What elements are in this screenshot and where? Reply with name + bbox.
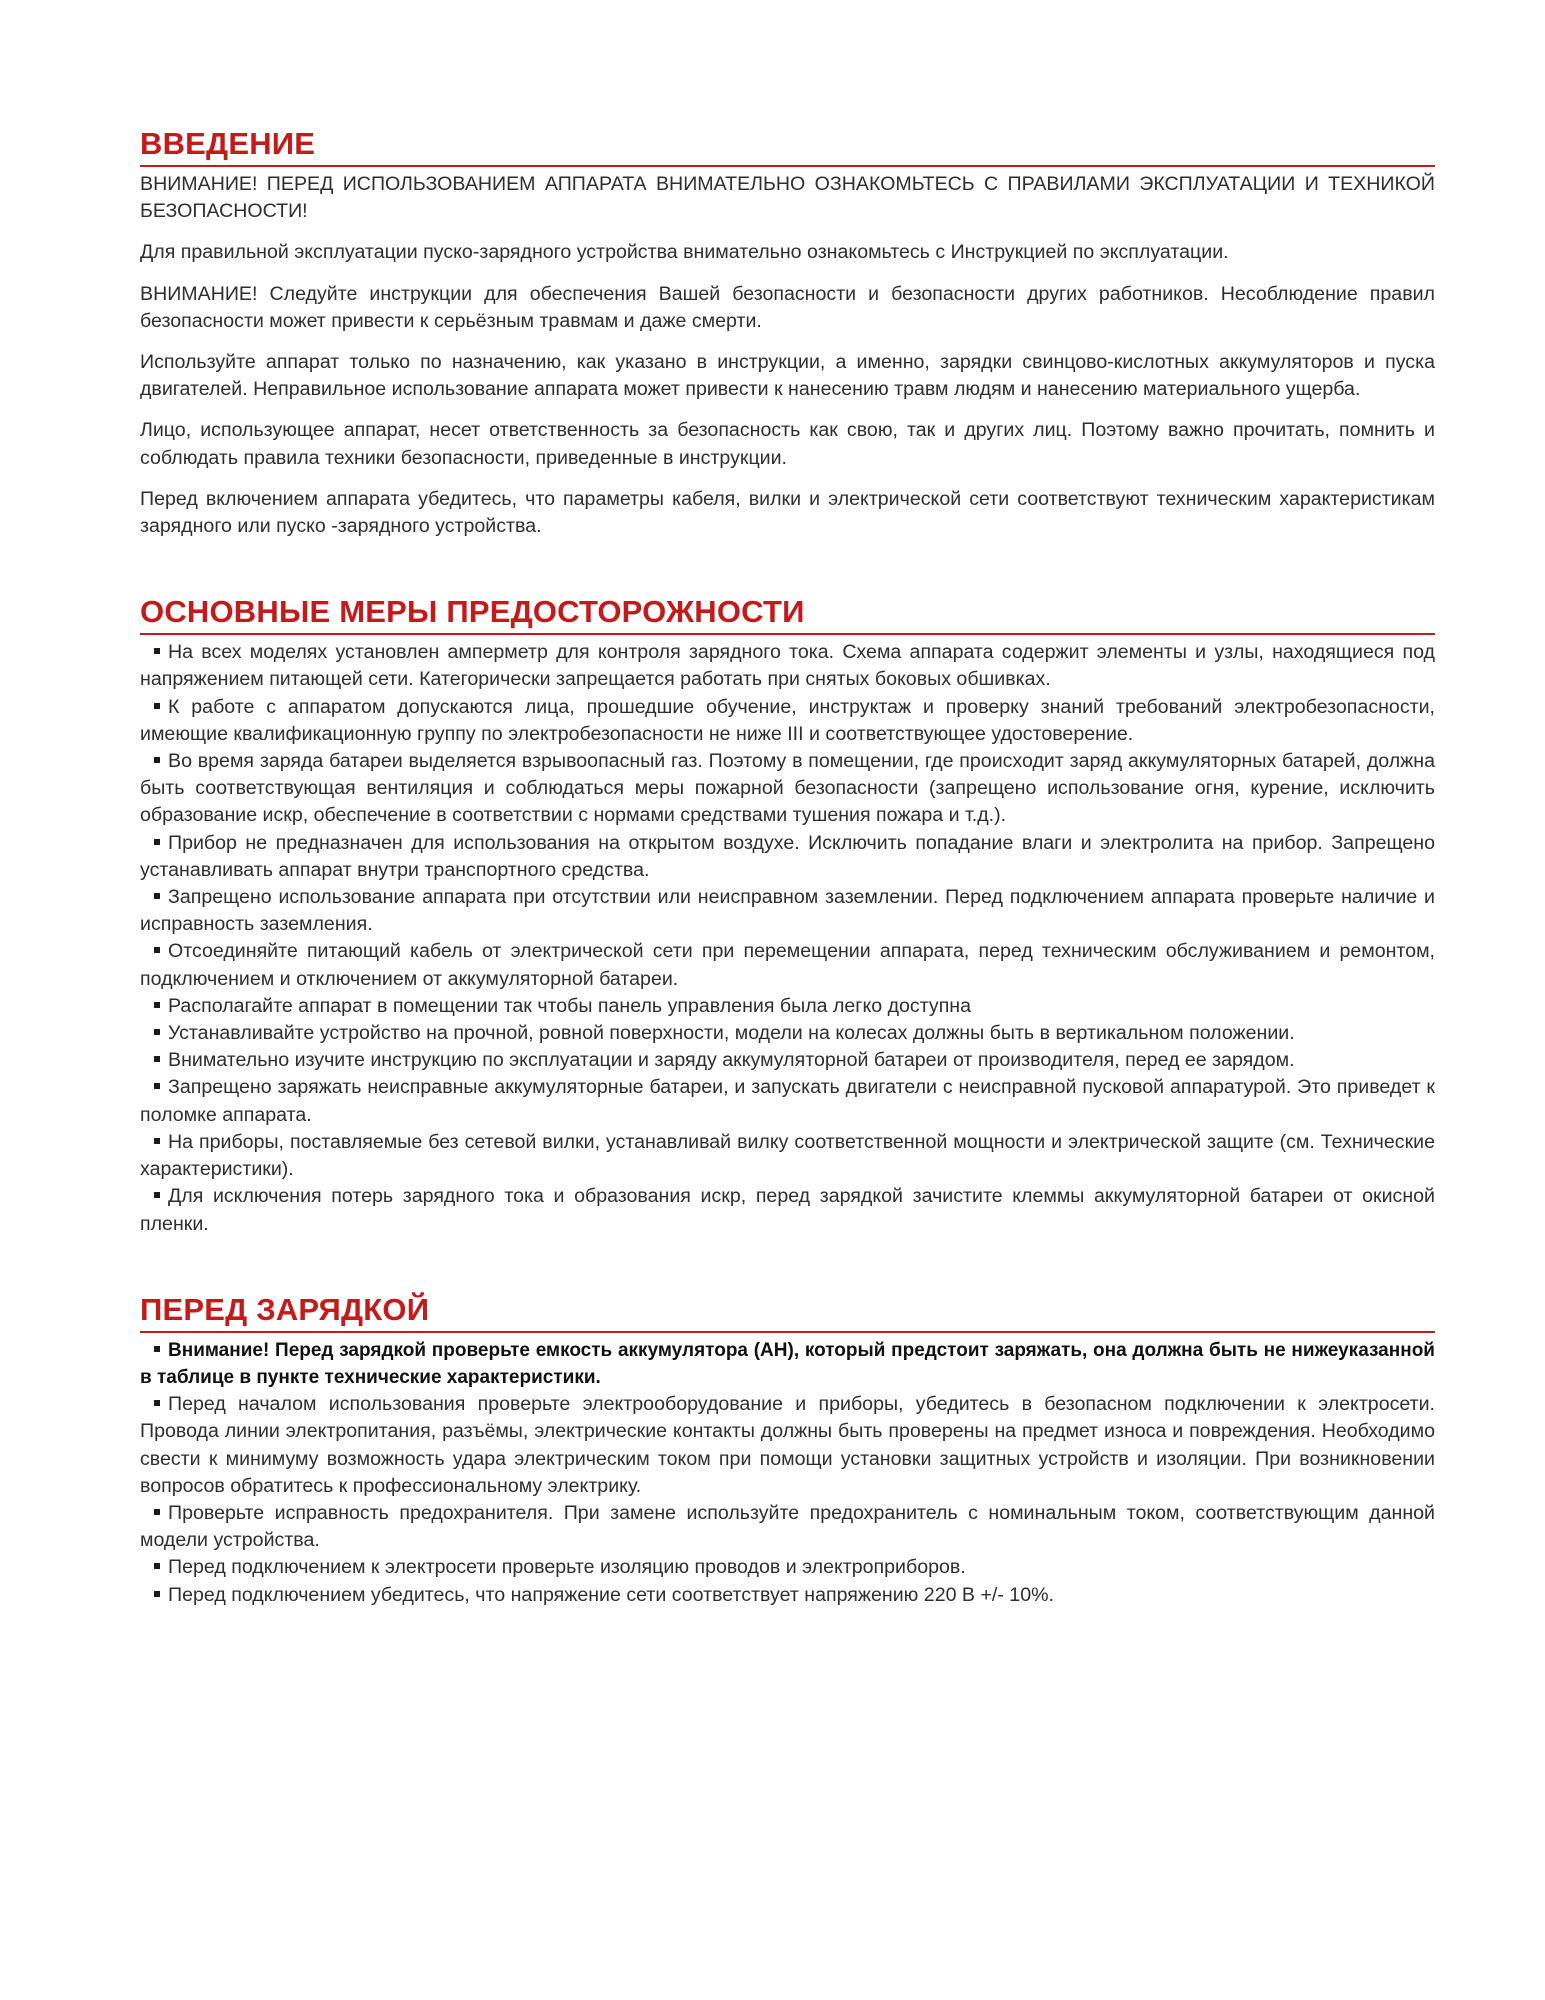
list-item (140, 1129, 1435, 1183)
list-item-text: Перед началом использования проверьте электрооборудование и приборы, убедитесь в безопасном подключении к электросети. Провода линии электропитания, разъёмы, электрические контакты должны быть проверены на предмет износа и повреждения. Необходимо свести к минимуму возможность удара электрическим током при помощи установки защитных устройств и изоляции. При возникновении вопросов обратитесь к профессиональному электрику. (140, 1393, 1435, 1497)
list-item (140, 1582, 1435, 1609)
precautions-list (140, 639, 1435, 1237)
before-charging-list (140, 1337, 1435, 1609)
bullet-square-icon (154, 757, 160, 763)
section-before-charging (140, 1290, 1435, 1609)
bullet-square-icon (154, 1400, 160, 1406)
list-item (140, 1047, 1435, 1074)
bullet-square-icon (154, 1083, 160, 1089)
list-item (140, 1554, 1435, 1581)
bullet-square-icon (154, 1138, 160, 1144)
list-item-text: Перед подключением к электросети проверьте изоляцию проводов и электроприборов. (168, 1556, 966, 1579)
list-item (140, 993, 1435, 1020)
intro-paragraph: ВНИМАНИЕ! ПЕРЕД ИСПОЛЬЗОВАНИЕМ АППАРАТА ВНИМАТЕЛЬНО ОЗНАКОМЬТЕСЬ С ПРАВИЛАМИ ЭКСПЛУАТАЦИИ И ТЕХНИКОЙ БЕЗОПАСНОСТИ! (140, 173, 1435, 223)
list-item (140, 694, 1435, 748)
document-page (140, 124, 1435, 1609)
intro-paragraph: Перед включением аппарата убедитесь, что параметры кабеля, вилки и электрической сети соответствуют техническим характеристикам зарядного или пуско -зарядного устройства. (140, 487, 1435, 538)
list-item-text: Устанавливайте устройство на прочной, ровной поверхности, модели на колесах должны быть в вертикальном положении. (168, 1022, 1295, 1045)
bullet-square-icon (154, 893, 160, 899)
bullet-square-icon (154, 1591, 160, 1597)
list-item (140, 830, 1435, 884)
intro-paragraph: Используйте аппарат только по назначению, как указано в инструкции, а именно, зарядки свинцово-кислотных аккумуляторов и пуска двигателей. Неправильное использование аппарата может привести к нанесению травм людям и нанесению материального ущерба. (140, 351, 1435, 401)
list-item (140, 1020, 1435, 1047)
list-item (140, 1391, 1435, 1500)
section-title-before-charging: ПЕРЕД ЗАРЯДКОЙ (140, 1290, 1435, 1333)
list-item-text: На приборы, поставляемые без сетевой вилки, устанавливай вилку соответственной мощности и электрической защите (см. Технические характеристики). (140, 1130, 1435, 1181)
bullet-square-icon (154, 1563, 160, 1569)
list-item-text: Запрещено заряжать неисправные аккумуляторные батареи, и запускать двигатели с неисправной пусковой аппаратурой. Это приведет к поломке аппарата. (140, 1076, 1435, 1126)
intro-paragraph: Лицо, использующее аппарат, несет ответственность за безопасность как свою, так и других лиц. Поэтому важно прочитать, помнить и соблюдать правила техники безопасности, приведенные в инструкции. (140, 419, 1435, 469)
section-precautions (140, 592, 1435, 1237)
intro-paragraph: ВНИМАНИЕ! Следуйте инструкции для обеспечения Вашей безопасности и безопасности других работников. Несоблюдение правил безопасности может привести к серьёзным травмам и даже смерти. (140, 282, 1435, 332)
list-item-text: Проверьте исправность предохранителя. При замене используйте предохранитель с номинальным током, соответствующим данной модели устройства. (140, 1501, 1435, 1552)
list-item (140, 1183, 1435, 1237)
list-item-text: Располагайте аппарат в помещении так чтобы панель управления была легко доступна (168, 994, 972, 1017)
list-item-text: Внимательно изучите инструкцию по эксплуатации и заряду аккумуляторной батареи от производителя, перед ее зарядом. (168, 1049, 1295, 1072)
intro-paragraph: Для правильной эксплуатации пуско-зарядного устройства внимательно ознакомьтесь с Инструкцией по эксплуатации. (140, 241, 1229, 264)
list-item-text: К работе с аппаратом допускаются лица, прошедшие обучение, инструктаж и проверку знаний требований электробезопасности, имеющие квалификационную группу по электробезопасности не ниже III и соответствующее удостоверение. (140, 695, 1435, 745)
list-item-text: На всех моделях установлен амперметр для контроля зарядного тока. Схема аппарата содержит элементы и узлы, находящиеся под напряжением питающей сети. Категорически запрещается работать при снятых боковых обшивках. (140, 641, 1435, 691)
bullet-square-icon (154, 1056, 160, 1062)
list-item-text: Отсоединяйте питающий кабель от электрической сети при перемещении аппарата, перед техническим обслуживанием и ремонтом, подключением и отключением от аккумуляторной батареи. (140, 940, 1435, 990)
list-item (140, 1074, 1435, 1128)
bullet-square-icon (154, 947, 160, 953)
list-item (140, 639, 1435, 693)
list-item-warning (140, 1337, 1435, 1391)
section-title-precautions: ОСНОВНЫЕ МЕРЫ ПРЕДОСТОРОЖНОСТИ (140, 592, 1435, 635)
section-title-introduction: ВВЕДЕНИЕ (140, 124, 1435, 167)
list-item-text: Для исключения потерь зарядного тока и образования искр, перед зарядкой зачистите клеммы аккумуляторной батареи от окисной пленки. (140, 1185, 1435, 1235)
bullet-square-icon (154, 648, 160, 654)
list-item-text: Внимание! Перед зарядкой проверьте емкость аккумулятора (АН), который предстоит заряжать, она должна быть не нижеуказанной в таблице в пункте технические характеристики. (140, 1339, 1435, 1388)
list-item (140, 884, 1435, 938)
list-item-text: Во время заряда батареи выделяется взрывоопасный газ. Поэтому в помещении, где происходит заряд аккумуляторных батарей, должна быть соответствующая вентиляция и соблюдаться меры пожарной безопасности (запрещено использование огня, курение, исключить образование искр, обеспечение в соответствии с нормами средствами тушения пожара и т.д.). (140, 750, 1435, 827)
list-item (140, 938, 1435, 992)
list-item-text: Прибор не предназначен для использования на открытом воздухе. Исключить попадание влаги и электролита на прибор. Запрещено устанавливать аппарат внутри транспортного средства. (140, 831, 1435, 881)
list-item (140, 1500, 1435, 1554)
list-item-text: Перед подключением убедитесь, что напряжение сети соответствует напряжению 220 В +/- 10%. (168, 1583, 1054, 1606)
bullet-square-icon (154, 839, 160, 845)
bullet-square-icon (154, 1192, 160, 1198)
bullet-square-icon (154, 703, 160, 709)
list-item-text: Запрещено использование аппарата при отсутствии или неисправном заземлении. Перед подключением аппарата проверьте наличие и исправность заземления. (140, 886, 1435, 936)
bullet-square-icon (154, 1509, 160, 1515)
bullet-square-icon (154, 1002, 160, 1008)
bullet-square-icon (154, 1346, 160, 1352)
section-introduction (140, 124, 1435, 540)
bullet-square-icon (154, 1029, 160, 1035)
list-item (140, 748, 1435, 830)
